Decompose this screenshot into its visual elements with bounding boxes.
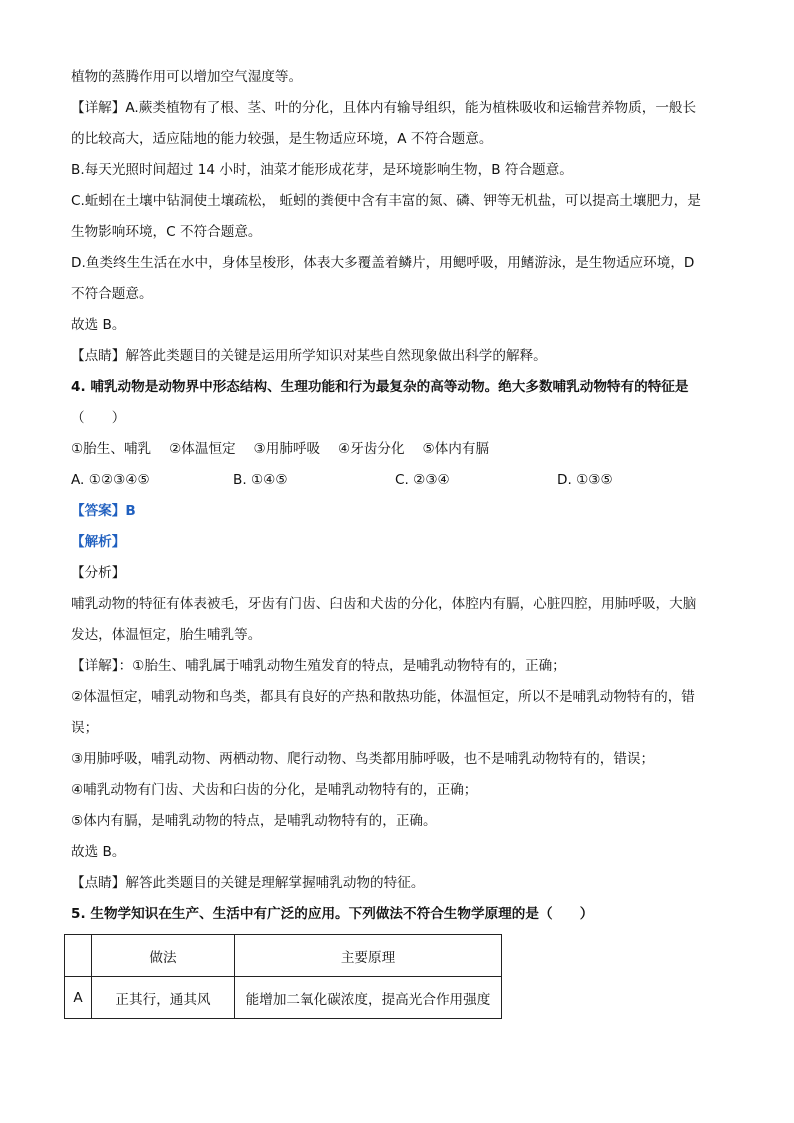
- table-header-cell: 主要原理: [235, 935, 502, 977]
- text-line: D.鱼类终生生活在水中，身体呈梭形，体表大多覆盖着鳞片，用鳃呼吸，用鳍游泳，是生物适应环境，D: [71, 255, 695, 271]
- table-cell: A: [65, 977, 92, 1019]
- text-line: 不符合题意。: [71, 286, 153, 302]
- analysis-label: 【分析】: [71, 565, 126, 581]
- text-line: ④哺乳动物有门齿、犬齿和臼齿的分化，是哺乳动物特有的，正确；: [71, 782, 478, 798]
- explanation-label: 【解析】: [71, 534, 126, 550]
- text-line: 故选 B。: [71, 317, 126, 333]
- text-line: 哺乳动物的特征有体表被毛，牙齿有门齿、臼齿和犬齿的分化，体腔内有膈，心脏四腔，用肺呼吸，大脑: [71, 596, 697, 612]
- question-4-items: ①胎生、哺乳 ②体温恒定 ③用肺呼吸 ④牙齿分化 ⑤体内有膈: [71, 441, 490, 457]
- text-line: ③用肺呼吸，哺乳动物、两栖动物、爬行动物、鸟类都用肺呼吸，也不是哺乳动物特有的，错误；: [71, 751, 655, 767]
- table-row: [65, 977, 502, 1019]
- text-line: 【点睛】解答此类题目的关键是理解掌握哺乳动物的特征。: [71, 875, 425, 891]
- text-line: 故选 B。: [71, 844, 126, 860]
- text-line: 【详解】：①胎生、哺乳属于哺乳动物生殖发育的特点，是哺乳动物特有的，正确；: [71, 658, 566, 674]
- table-cell: 能增加二氧化碳浓度，提高光合作用强度: [235, 977, 502, 1019]
- table-header-cell: [65, 935, 92, 977]
- text-line: 发达，体温恒定，胎生哺乳等。: [71, 627, 262, 643]
- option-b: B. ①④⑤: [233, 472, 288, 488]
- option-a: A. ①②③④⑤: [71, 472, 150, 488]
- question-4-options: [71, 465, 723, 496]
- question-4-stem: 4. 哺乳动物是动物界中形态结构、生理功能和行为最复杂的高等动物。绝大多数哺乳动物特有的特征是: [71, 379, 689, 395]
- text-line: ⑤体内有膈，是哺乳动物的特点，是哺乳动物特有的，正确。: [71, 813, 437, 829]
- answer-label: 【答案】B: [71, 503, 136, 519]
- option-d: D. ①③⑤: [557, 472, 613, 488]
- option-c: C. ②③④: [395, 472, 450, 488]
- text-line: 【详解】A.蕨类植物有了根、茎、叶的分化，且体内有输导组织，能为植株吸收和运输营养物质，一般长: [71, 100, 697, 116]
- table-header-cell: 做法: [92, 935, 235, 977]
- question-4-blank: （ ）: [71, 410, 126, 426]
- text-line: C.蚯蚓在土壤中钻洞使土壤疏松， 蚯蚓的粪便中含有丰富的氮、磷、钾等无机盐，可以提高土壤肥力，是: [71, 193, 701, 209]
- question-5-table: [64, 934, 502, 1019]
- text-line: 误；: [71, 720, 99, 736]
- question-5-stem: 5. 生物学知识在生产、生活中有广泛的应用。下列做法不符合生物学原理的是（ ）: [71, 906, 594, 922]
- text-line: 植物的蒸腾作用可以增加空气湿度等。: [71, 69, 303, 85]
- text-line: 【点睛】解答此类题目的关键是运用所学知识对某些自然现象做出科学的解释。: [71, 348, 547, 364]
- text-line: 生物影响环境，C 不符合题意。: [71, 224, 262, 240]
- table-cell: 正其行，通其风: [92, 977, 235, 1019]
- table-header-row: [65, 935, 502, 977]
- text-line: 的比较高大，适应陆地的能力较强，是生物适应环境，A 不符合题意。: [71, 131, 493, 147]
- text-line: ②体温恒定，哺乳动物和鸟类，都具有良好的产热和散热功能，体温恒定，所以不是哺乳动物特有的，错: [71, 689, 695, 705]
- text-line: B.每天光照时间超过 14 小时，油菜才能形成花芽，是环境影响生物，B 符合题意。: [71, 162, 573, 178]
- document-page: [71, 62, 723, 930]
